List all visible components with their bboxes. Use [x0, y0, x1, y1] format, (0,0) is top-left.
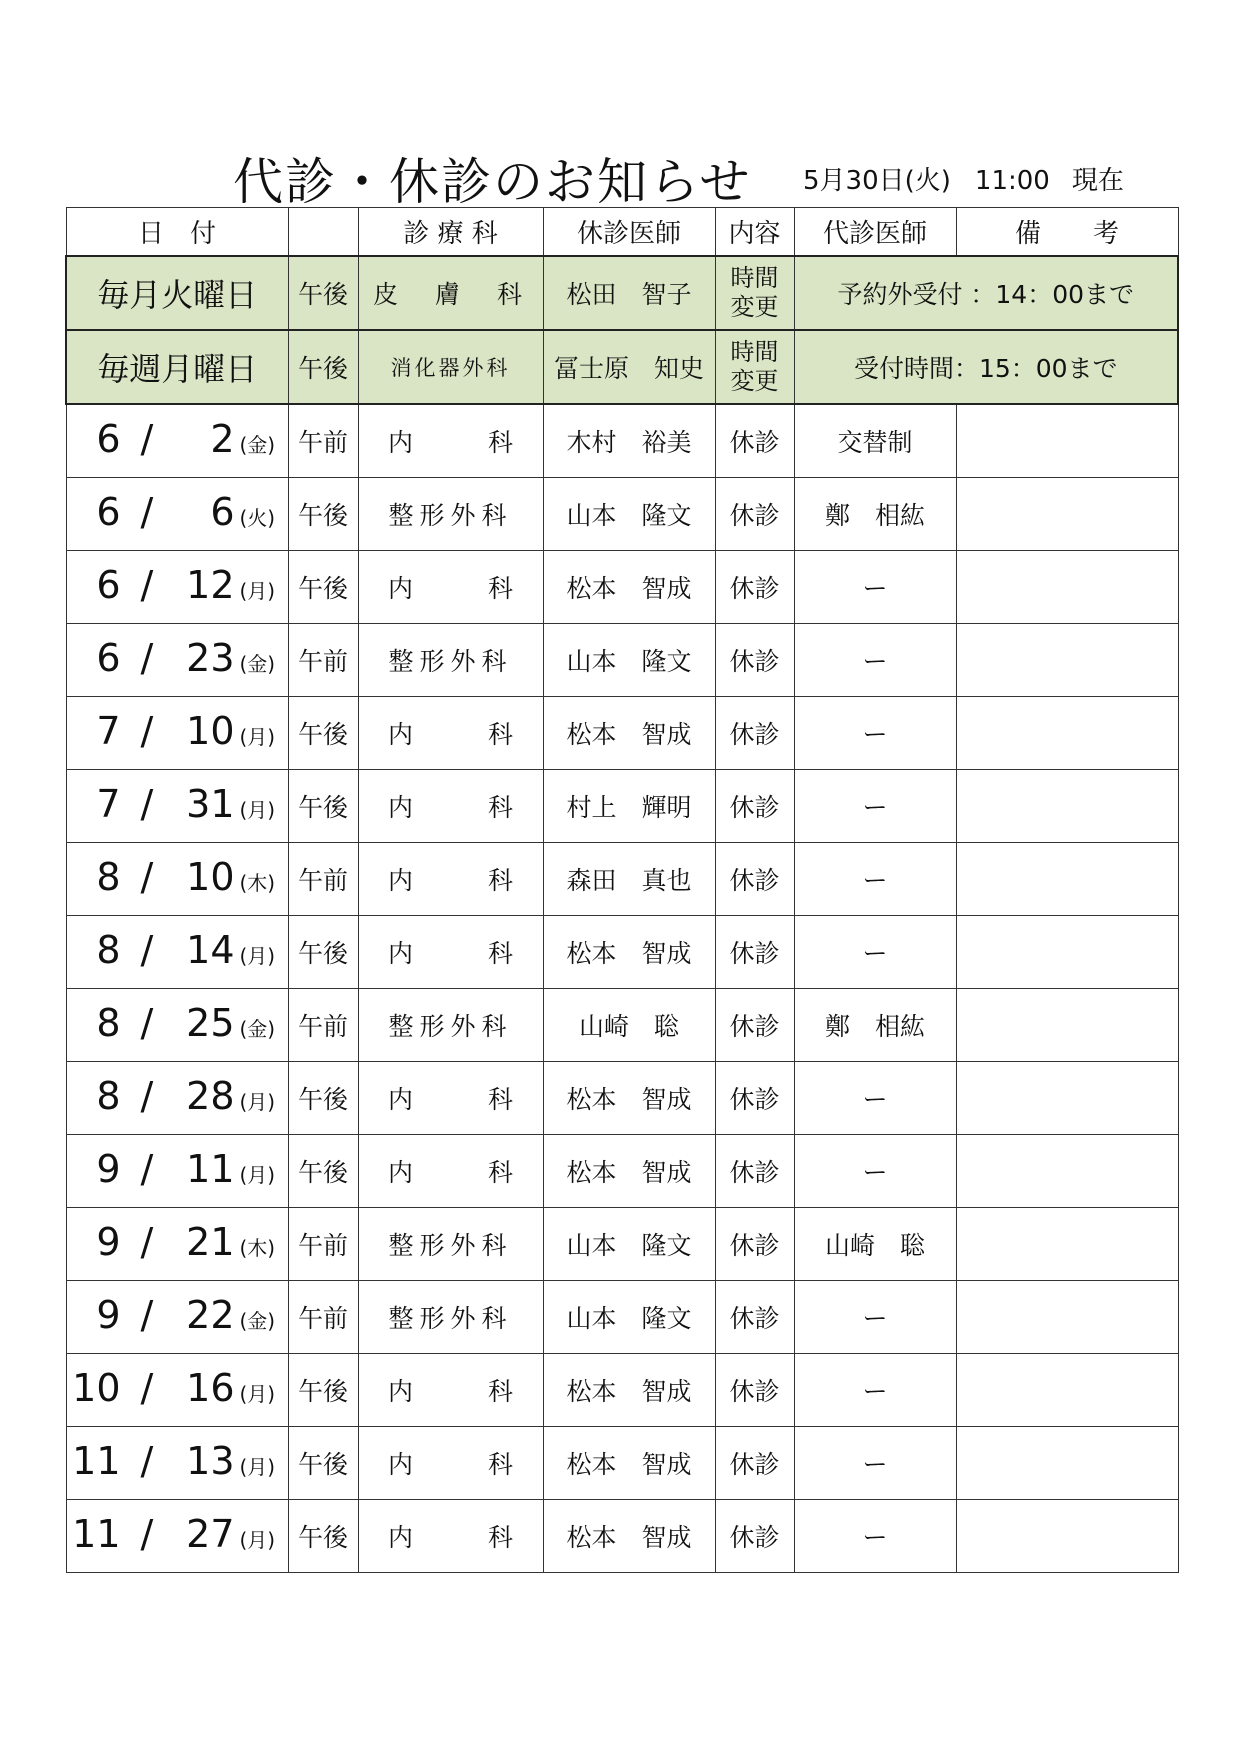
- date-separator: /: [140, 1147, 154, 1191]
- fixed-period: 午後: [288, 330, 358, 404]
- date-day: 6: [210, 490, 235, 534]
- date-cell: [66, 1427, 288, 1500]
- date-separator: /: [140, 1001, 154, 1045]
- department-cell: 整形外科: [358, 1281, 543, 1354]
- table-row: [66, 843, 1178, 916]
- date-day: 21: [186, 1220, 235, 1264]
- substitute-cell: ー: [794, 624, 956, 697]
- date-month: 8: [96, 928, 121, 972]
- period-cell: 午後: [288, 1062, 358, 1135]
- remarks-cell: [956, 989, 1178, 1062]
- date-cell: [66, 624, 288, 697]
- doctor-cell: 山本 隆文: [543, 1281, 715, 1354]
- page-title: 代診・休診のお知らせ: [233, 153, 752, 211]
- date-weekday: (木): [239, 1236, 276, 1260]
- fixed-note: 予約外受付 ：14：00まで: [794, 256, 1178, 330]
- header-date: 日 付: [66, 208, 288, 257]
- substitute-cell: ー: [794, 770, 956, 843]
- date-month: 8: [96, 1001, 121, 1045]
- substitute-cell: ー: [794, 1062, 956, 1135]
- table-row: [66, 1354, 1178, 1427]
- header-remarks: 備 考: [956, 208, 1178, 257]
- department-cell: 内 科: [358, 1135, 543, 1208]
- date-cell: [66, 1062, 288, 1135]
- doctor-cell: 山本 隆文: [543, 1208, 715, 1281]
- table-row: [66, 551, 1178, 624]
- as-of-time: 11:00: [974, 166, 1050, 196]
- date-separator: /: [140, 928, 154, 972]
- date-cell: [66, 697, 288, 770]
- date-day: 11: [186, 1147, 235, 1191]
- date-separator: /: [140, 1512, 154, 1556]
- content-cell: 休診: [715, 843, 794, 916]
- period-cell: 午後: [288, 770, 358, 843]
- content-cell: 休診: [715, 1354, 794, 1427]
- remarks-cell: [956, 1208, 1178, 1281]
- department-cell: 内 科: [358, 770, 543, 843]
- fixed-content: [715, 256, 794, 330]
- remarks-cell: [956, 916, 1178, 989]
- date-cell: [66, 916, 288, 989]
- department-cell: 内 科: [358, 1062, 543, 1135]
- remarks-cell: [956, 843, 1178, 916]
- date-separator: /: [140, 1439, 154, 1483]
- date-separator: /: [140, 490, 154, 534]
- period-cell: 午後: [288, 1135, 358, 1208]
- content-cell: 休診: [715, 404, 794, 478]
- date-day: 13: [186, 1439, 235, 1483]
- remarks-cell: [956, 1427, 1178, 1500]
- date-month: 9: [96, 1147, 121, 1191]
- period-cell: 午前: [288, 843, 358, 916]
- date-separator: /: [140, 855, 154, 899]
- content-cell: 休診: [715, 1281, 794, 1354]
- substitute-cell: ー: [794, 697, 956, 770]
- content-cell: 休診: [715, 551, 794, 624]
- department-cell: 内 科: [358, 1500, 543, 1573]
- doctor-cell: 村上 輝明: [543, 770, 715, 843]
- doctor-cell: 松本 智成: [543, 1354, 715, 1427]
- date-day: 10: [186, 855, 235, 899]
- date-weekday: (金): [239, 1309, 276, 1333]
- date-separator: /: [140, 782, 154, 826]
- remarks-cell: [956, 1062, 1178, 1135]
- date-cell: [66, 478, 288, 551]
- department-cell: 内 科: [358, 843, 543, 916]
- period-cell: 午前: [288, 1281, 358, 1354]
- content-cell: 休診: [715, 697, 794, 770]
- date-weekday: (月): [239, 1382, 276, 1406]
- period-cell: 午前: [288, 1208, 358, 1281]
- table-row: [66, 1135, 1178, 1208]
- as-of-timestamp: [803, 160, 1124, 197]
- as-of-date: 5月30日(火): [803, 166, 951, 196]
- date-cell: [66, 551, 288, 624]
- date-day: 12: [186, 563, 235, 607]
- date-weekday: (月): [239, 725, 276, 749]
- date-cell: [66, 770, 288, 843]
- department-cell: 内 科: [358, 404, 543, 478]
- doctor-cell: 松本 智成: [543, 1500, 715, 1573]
- substitute-cell: ー: [794, 551, 956, 624]
- date-month: 9: [96, 1293, 121, 1337]
- doctor-cell: 森田 真也: [543, 843, 715, 916]
- date-day: 27: [186, 1512, 235, 1556]
- doctor-cell: 山本 隆文: [543, 478, 715, 551]
- date-day: 16: [186, 1366, 235, 1410]
- date-weekday: (月): [239, 1455, 276, 1479]
- header-row: [66, 208, 1178, 257]
- department-cell: 内 科: [358, 1427, 543, 1500]
- date-day: 10: [186, 709, 235, 753]
- substitute-cell: ー: [794, 1135, 956, 1208]
- date-separator: /: [140, 1220, 154, 1264]
- content-cell: 休診: [715, 1500, 794, 1573]
- doctor-cell: 木村 裕美: [543, 404, 715, 478]
- fixed-department: 皮 膚 科: [358, 256, 543, 330]
- fixed-department: 消化器外科: [358, 330, 543, 404]
- date-weekday: (金): [239, 652, 276, 676]
- department-cell: 整形外科: [358, 478, 543, 551]
- table-row: [66, 1427, 1178, 1500]
- period-cell: 午後: [288, 1354, 358, 1427]
- substitute-cell: ー: [794, 1500, 956, 1573]
- date-month: 7: [96, 782, 121, 826]
- remarks-cell: [956, 624, 1178, 697]
- period-cell: 午前: [288, 989, 358, 1062]
- substitute-cell: 鄭 相紘: [794, 989, 956, 1062]
- date-separator: /: [140, 709, 154, 753]
- date-month: 8: [96, 1074, 121, 1118]
- table-row: [66, 478, 1178, 551]
- date-cell: [66, 989, 288, 1062]
- period-cell: 午後: [288, 1427, 358, 1500]
- department-cell: 内 科: [358, 551, 543, 624]
- content-cell: 休診: [715, 916, 794, 989]
- table-row: [66, 1208, 1178, 1281]
- fixed-doctor: 松田 智子: [543, 256, 715, 330]
- date-month: 8: [96, 855, 121, 899]
- date-separator: /: [140, 636, 154, 680]
- substitute-cell: ー: [794, 1427, 956, 1500]
- fixed-content-line2: 変更: [730, 367, 779, 395]
- date-weekday: (月): [239, 944, 276, 968]
- doctor-cell: 山崎 聡: [543, 989, 715, 1062]
- date-weekday: (金): [239, 1017, 276, 1041]
- date-day: 14: [186, 928, 235, 972]
- header-content: 内容: [715, 208, 794, 257]
- date-month: 7: [96, 709, 121, 753]
- date-day: 23: [186, 636, 235, 680]
- fixed-content-line1: 時間: [730, 338, 779, 366]
- substitute-cell: ー: [794, 843, 956, 916]
- date-month: 11: [72, 1512, 121, 1556]
- substitute-cell: ー: [794, 1281, 956, 1354]
- table-row: [66, 770, 1178, 843]
- substitute-cell: 交替制: [794, 404, 956, 478]
- table-row: [66, 916, 1178, 989]
- table-row: [66, 1281, 1178, 1354]
- date-cell: [66, 1135, 288, 1208]
- date-month: 9: [96, 1220, 121, 1264]
- fixed-content-line1: 時間: [730, 264, 779, 292]
- date-cell: [66, 404, 288, 478]
- substitute-cell: 山崎 聡: [794, 1208, 956, 1281]
- date-month: 6: [96, 417, 121, 461]
- as-of-label: 現在: [1071, 166, 1124, 196]
- content-cell: 休診: [715, 1062, 794, 1135]
- substitute-cell: ー: [794, 1354, 956, 1427]
- period-cell: 午前: [288, 624, 358, 697]
- date-weekday: (月): [239, 798, 276, 822]
- date-cell: [66, 1500, 288, 1573]
- content-cell: 休診: [715, 624, 794, 697]
- period-cell: 午後: [288, 551, 358, 624]
- table-row: [66, 1500, 1178, 1573]
- fixed-doctor: 冨士原 知史: [543, 330, 715, 404]
- remarks-cell: [956, 478, 1178, 551]
- date-separator: /: [140, 1366, 154, 1410]
- date-weekday: (金): [239, 433, 276, 457]
- header-period: [288, 208, 358, 257]
- header-absent-doctor: 休診医師: [543, 208, 715, 257]
- content-cell: 休診: [715, 1135, 794, 1208]
- department-cell: 内 科: [358, 1354, 543, 1427]
- header-substitute: 代診医師: [794, 208, 956, 257]
- date-month: 10: [72, 1366, 121, 1410]
- date-separator: /: [140, 563, 154, 607]
- fixed-row: [66, 330, 1178, 404]
- content-cell: 休診: [715, 1208, 794, 1281]
- table-row: [66, 1062, 1178, 1135]
- doctor-cell: 松本 智成: [543, 916, 715, 989]
- remarks-cell: [956, 404, 1178, 478]
- period-cell: 午前: [288, 404, 358, 478]
- remarks-cell: [956, 551, 1178, 624]
- content-cell: 休診: [715, 770, 794, 843]
- fixed-period: 午後: [288, 256, 358, 330]
- date-month: 6: [96, 636, 121, 680]
- content-cell: 休診: [715, 478, 794, 551]
- remarks-cell: [956, 1500, 1178, 1573]
- remarks-cell: [956, 770, 1178, 843]
- doctor-cell: 松本 智成: [543, 1135, 715, 1208]
- date-cell: [66, 1281, 288, 1354]
- department-cell: 内 科: [358, 916, 543, 989]
- period-cell: 午後: [288, 916, 358, 989]
- fixed-note: 受付時間：15：00まで: [794, 330, 1178, 404]
- table-row: [66, 404, 1178, 478]
- doctor-cell: 松本 智成: [543, 697, 715, 770]
- date-separator: /: [140, 1074, 154, 1118]
- remarks-cell: [956, 1354, 1178, 1427]
- date-day: 22: [186, 1293, 235, 1337]
- fixed-content: [715, 330, 794, 404]
- date-weekday: (月): [239, 1163, 276, 1187]
- doctor-cell: 松本 智成: [543, 1062, 715, 1135]
- department-cell: 整形外科: [358, 1208, 543, 1281]
- content-cell: 休診: [715, 989, 794, 1062]
- date-day: 31: [186, 782, 235, 826]
- doctor-cell: 山本 隆文: [543, 624, 715, 697]
- date-weekday: (木): [239, 871, 276, 895]
- doctor-cell: 松本 智成: [543, 551, 715, 624]
- remarks-cell: [956, 1135, 1178, 1208]
- fixed-day: 毎月火曜日: [66, 256, 288, 330]
- table-row: [66, 624, 1178, 697]
- date-separator: /: [140, 417, 154, 461]
- period-cell: 午後: [288, 697, 358, 770]
- substitute-cell: 鄭 相紘: [794, 478, 956, 551]
- substitute-cell: ー: [794, 916, 956, 989]
- table-row: [66, 989, 1178, 1062]
- fixed-content-line2: 変更: [730, 293, 779, 321]
- date-month: 11: [72, 1439, 121, 1483]
- date-day: 28: [186, 1074, 235, 1118]
- schedule-table: [65, 207, 1179, 1573]
- fixed-row: [66, 256, 1178, 330]
- date-weekday: (月): [239, 579, 276, 603]
- period-cell: 午後: [288, 478, 358, 551]
- date-cell: [66, 1208, 288, 1281]
- remarks-cell: [956, 697, 1178, 770]
- department-cell: 整形外科: [358, 624, 543, 697]
- remarks-cell: [956, 1281, 1178, 1354]
- date-separator: /: [140, 1293, 154, 1337]
- date-weekday: (月): [239, 1528, 276, 1552]
- department-cell: 内 科: [358, 697, 543, 770]
- department-cell: 整形外科: [358, 989, 543, 1062]
- date-month: 6: [96, 490, 121, 534]
- date-day: 2: [210, 417, 235, 461]
- date-weekday: (火): [239, 506, 276, 530]
- content-cell: 休診: [715, 1427, 794, 1500]
- date-weekday: (月): [239, 1090, 276, 1114]
- date-cell: [66, 843, 288, 916]
- period-cell: 午後: [288, 1500, 358, 1573]
- date-month: 6: [96, 563, 121, 607]
- header-department: 診 療 科: [358, 208, 543, 257]
- date-cell: [66, 1354, 288, 1427]
- date-day: 25: [186, 1001, 235, 1045]
- doctor-cell: 松本 智成: [543, 1427, 715, 1500]
- table-row: [66, 697, 1178, 770]
- fixed-day: 毎週月曜日: [66, 330, 288, 404]
